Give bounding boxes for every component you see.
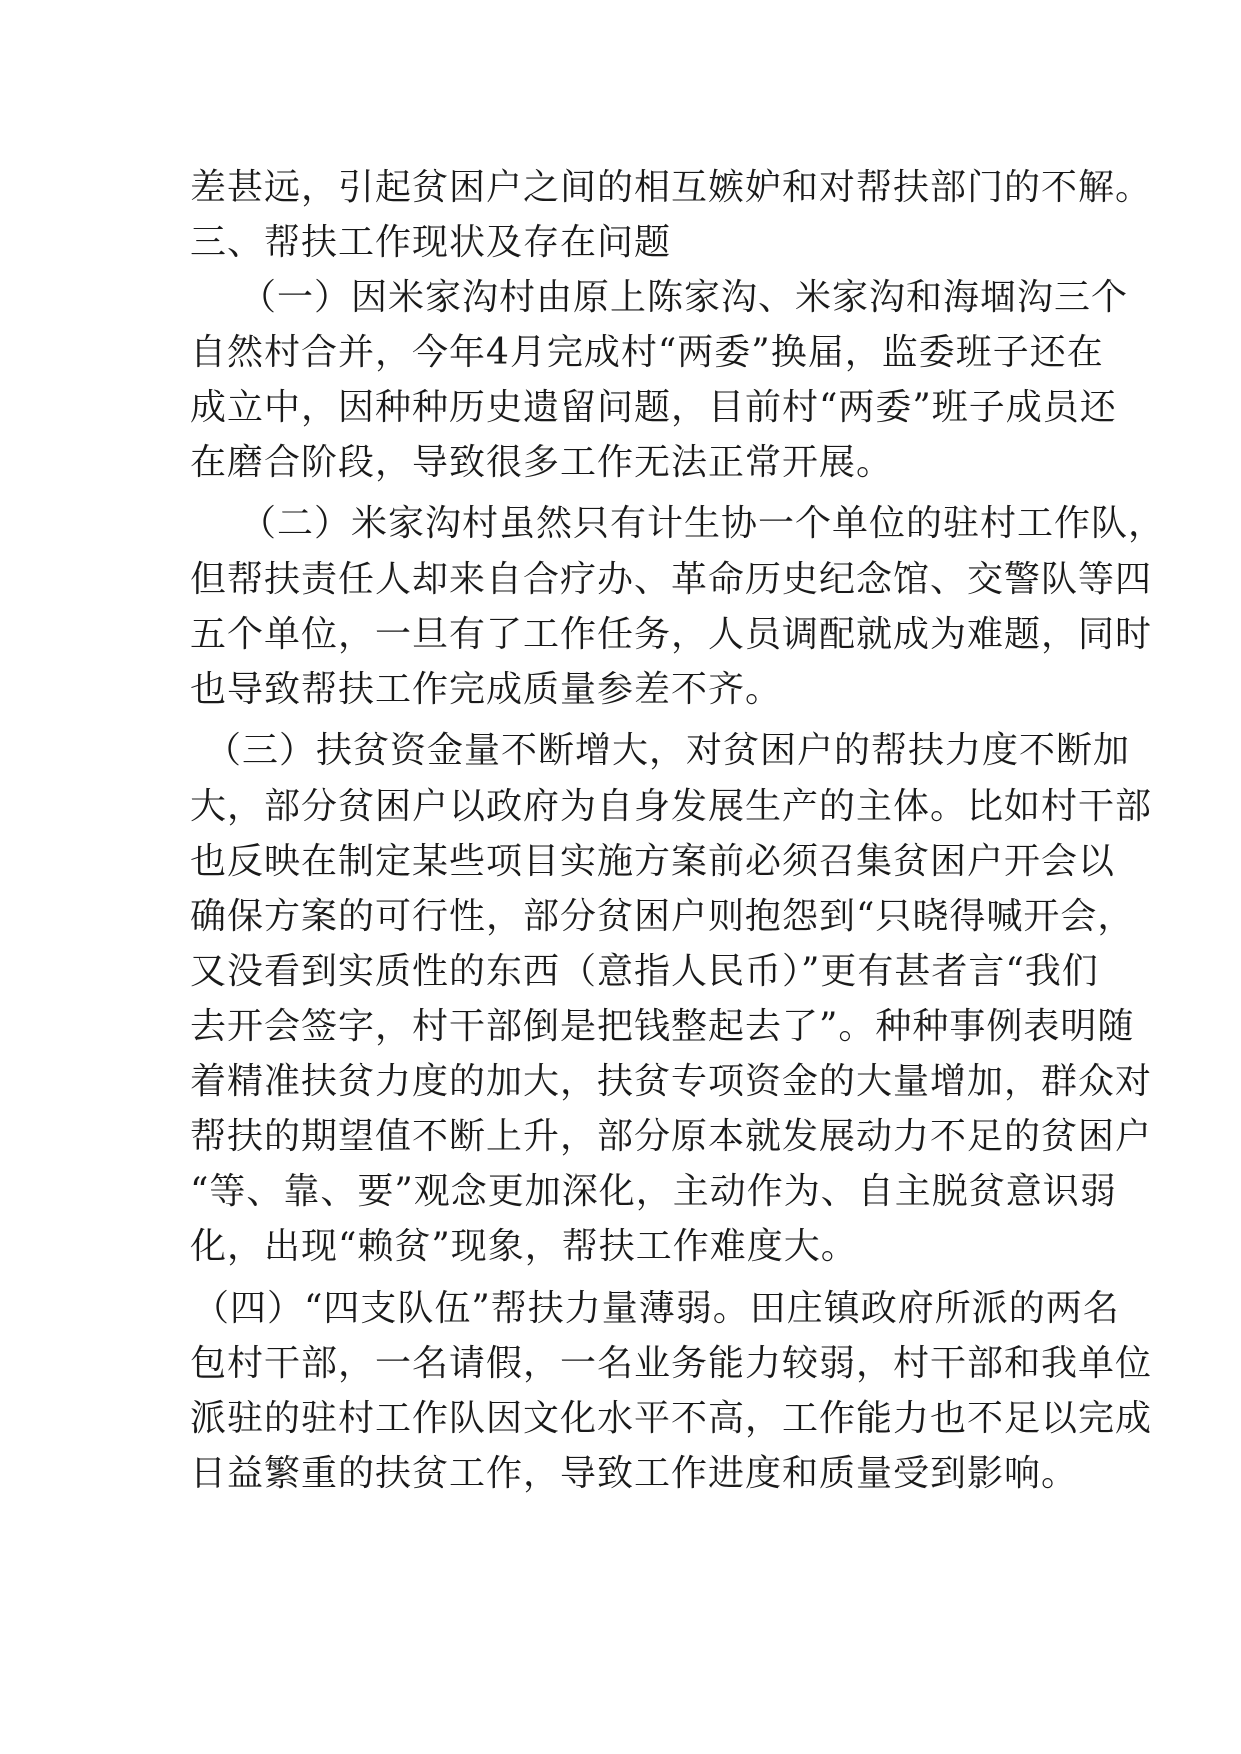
text-line: （四）“四支队伍”帮扶力量薄弱。田庄镇政府所派的两名	[193, 1288, 1120, 1329]
text-line: 又没看到实质性的东西（意指人民币）”更有甚者言“我们	[190, 951, 1099, 992]
section-heading: 三、帮扶工作现状及存在问题	[190, 222, 672, 263]
text-line: 确保方案的可行性，部分贫困户则抱怨到“只晓得喊开会，	[190, 896, 1135, 937]
text-line: 去开会签字，村干部倒是把钱整起去了”。种种事例表明随	[190, 1006, 1135, 1047]
text-line: 自然村合并，今年4月完成村“两委”换届，监委班子还在	[190, 332, 1104, 373]
text-line: 化，出现“赖贫”现象，帮扶工作难度大。	[190, 1226, 858, 1267]
text-line: 大，部分贫困户以政府为自身发展生产的主体。比如村干部	[190, 786, 1153, 827]
text-line: （三）扶贫资金量不断增大，对贫困户的帮扶力度不断加	[205, 730, 1131, 771]
text-line: （一）因米家沟村由原上陈家沟、米家沟和海堌沟三个	[240, 277, 1129, 318]
text-line: 包村干部，一名请假，一名业务能力较弱，村干部和我单位	[190, 1343, 1153, 1384]
text-line: （二）米家沟村虽然只有计生协一个单位的驻村工作队，	[240, 503, 1166, 544]
text-line: 差甚远，引起贫困户之间的相互嫉妒和对帮扶部门的不解。	[190, 167, 1153, 208]
text-line: 五个单位，一旦有了工作任务，人员调配就成为难题，同时	[190, 614, 1153, 655]
text-line: 帮扶的期望值不断上升，部分原本就发展动力不足的贫困户	[190, 1116, 1153, 1157]
text-line: 日益繁重的扶贫工作，导致工作进度和质量受到影响。	[190, 1453, 1079, 1494]
text-line: 也导致帮扶工作完成质量参差不齐。	[190, 669, 783, 710]
text-line: “等、靠、要”观念更加深化，主动作为、自主脱贫意识弱	[190, 1171, 1117, 1212]
text-line: 但帮扶责任人却来自合疗办、革命历史纪念馆、交警队等四	[190, 559, 1153, 600]
text-line: 也反映在制定某些项目实施方案前必须召集贫困户开会以	[190, 841, 1116, 882]
text-line: 成立中，因种种历史遗留问题，目前村“两委”班子成员还	[190, 387, 1117, 428]
text-line: 在磨合阶段，导致很多工作无法正常开展。	[190, 442, 894, 483]
text-line: 派驻的驻村工作队因文化水平不高，工作能力也不足以完成	[190, 1398, 1153, 1439]
text-line: 着精准扶贫力度的加大，扶贫专项资金的大量增加，群众对	[190, 1061, 1153, 1102]
